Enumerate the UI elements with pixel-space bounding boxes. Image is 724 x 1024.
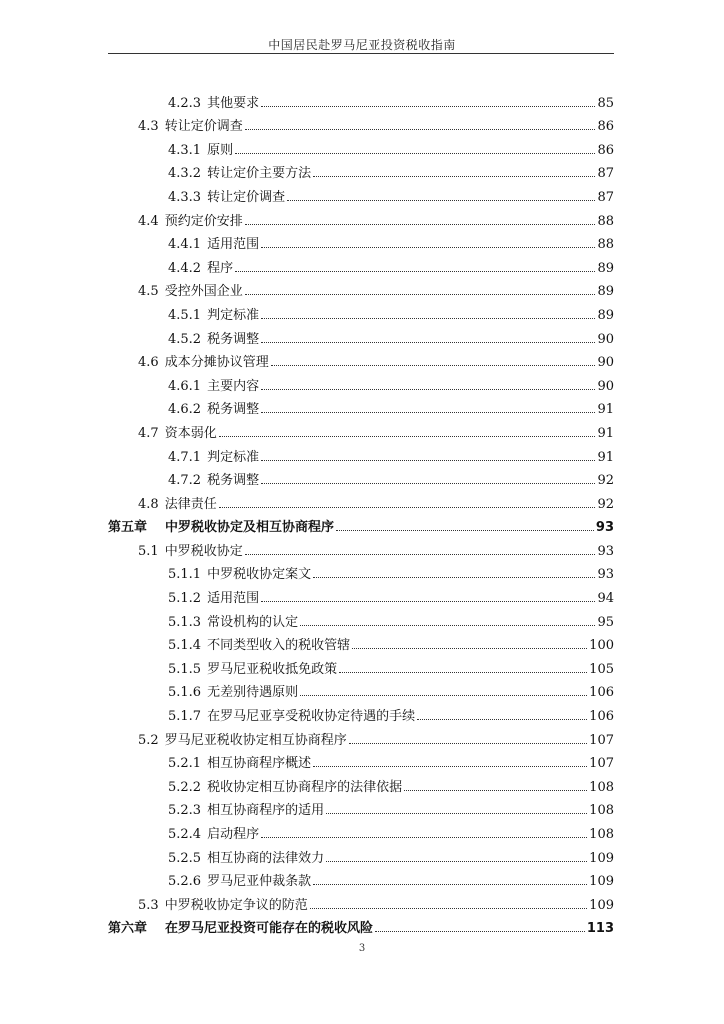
toc-entry-number: 5.1 (138, 543, 159, 559)
toc-entry-number: 4.7.1 (168, 449, 202, 465)
toc-entry-page: 93 (597, 567, 614, 583)
toc-entry-number: 5.1.2 (168, 591, 202, 607)
toc-entry-page: 91 (597, 449, 614, 465)
toc-entry[interactable] (108, 416, 614, 440)
toc-dot-leader (310, 908, 587, 909)
toc-entry-number: 5.2 (138, 732, 159, 748)
toc-entry[interactable] (108, 794, 614, 818)
toc-entry-page: 88 (597, 213, 614, 229)
toc-entry-title: 在罗马尼亚享受税收协定待遇的手续 (207, 709, 416, 725)
toc-entry-title: 预约定价安排 (164, 213, 243, 229)
toc-entry-number: 4.6.1 (168, 378, 202, 394)
toc-dot-leader (261, 412, 595, 413)
toc-entry-page: 89 (597, 307, 614, 323)
toc-entry-number: 4.5.2 (168, 331, 202, 347)
toc-entry-number: 5.2.5 (168, 850, 202, 866)
toc-dot-leader (375, 931, 585, 932)
toc-entry-title: 相互协商程序概述 (207, 756, 312, 772)
toc-dot-leader (336, 530, 594, 531)
toc-entry-page: 100 (589, 638, 614, 654)
toc-dot-leader (245, 554, 596, 555)
toc-dot-leader (326, 861, 587, 862)
toc-entry-page: 109 (589, 897, 614, 913)
toc-entry[interactable] (108, 275, 614, 299)
toc-entry-number: 4.7 (138, 425, 159, 441)
toc-entry-page: 86 (597, 119, 614, 135)
toc-entry[interactable] (108, 841, 614, 865)
toc-entry[interactable] (108, 699, 614, 723)
toc-dot-leader (339, 672, 587, 673)
toc-entry-title: 中罗税收协定案文 (207, 567, 312, 583)
toc-entry[interactable] (108, 652, 614, 676)
toc-entry-title: 相互协商的法律效力 (207, 850, 325, 866)
toc-entry-number: 4.4.2 (168, 260, 202, 276)
toc-dot-leader (261, 318, 595, 319)
toc-entry-number: 5.2.4 (168, 827, 202, 842)
toc-entry-page: 95 (597, 614, 614, 630)
toc-entry-number: 5.2.2 (168, 779, 202, 795)
toc-entry-title: 转让定价调查 (207, 189, 286, 205)
toc-entry[interactable] (108, 487, 614, 511)
toc-entry-page: 105 (589, 661, 614, 677)
toc-entry[interactable] (108, 888, 614, 912)
toc-entry-number: 5.1.7 (168, 709, 202, 725)
toc-entry-number: 第六章 (108, 921, 148, 937)
toc-entry-title: 适用范围 (207, 237, 260, 253)
toc-entry-title: 原则 (207, 142, 234, 158)
toc-entry[interactable] (108, 251, 614, 275)
toc-dot-leader (417, 719, 587, 720)
toc-dot-leader (245, 294, 596, 295)
header-divider (108, 53, 614, 54)
toc-entry-page: 106 (589, 709, 614, 725)
toc-entry-title: 资本弱化 (164, 425, 217, 441)
toc-entry-page: 88 (597, 237, 614, 253)
toc-dot-leader (261, 247, 595, 248)
toc-entry[interactable] (108, 464, 614, 488)
toc-entry[interactable] (108, 723, 614, 747)
toc-entry-number: 4.3.1 (168, 142, 202, 158)
toc-entry-page: 90 (597, 355, 614, 371)
table-of-contents (108, 86, 614, 935)
toc-entry-page: 93 (597, 543, 614, 559)
toc-entry[interactable] (108, 581, 614, 605)
toc-entry[interactable] (108, 180, 614, 204)
toc-dot-leader (245, 129, 596, 130)
toc-entry-page: 113 (586, 921, 614, 937)
toc-dot-leader (287, 200, 595, 201)
toc-entry-page: 93 (595, 520, 614, 536)
toc-entry-number: 4.7.2 (168, 473, 202, 489)
toc-entry[interactable] (108, 440, 614, 464)
toc-entry[interactable] (108, 86, 614, 110)
toc-chapter-entry[interactable] (108, 912, 614, 936)
toc-entry-title: 主要内容 (207, 378, 260, 394)
toc-dot-leader (313, 176, 595, 177)
toc-dot-leader (235, 153, 595, 154)
toc-dot-leader (300, 695, 587, 696)
toc-entry-title: 相互协商程序的适用 (207, 803, 325, 819)
toc-dot-leader (313, 884, 587, 885)
toc-entry-number: 4.3.2 (168, 166, 202, 182)
toc-entry-number: 4.3 (138, 119, 159, 135)
toc-entry[interactable] (108, 369, 614, 393)
toc-entry-title: 罗马尼亚税收抵免政策 (207, 661, 338, 677)
toc-entry-page: 89 (597, 284, 614, 300)
toc-entry-title: 中罗税收协定争议的防范 (164, 897, 308, 913)
toc-entry-title: 其他要求 (207, 95, 260, 111)
toc-entry-number: 4.5.1 (168, 307, 202, 323)
toc-entry-title: 判定标准 (207, 449, 260, 465)
toc-dot-leader (261, 601, 595, 602)
toc-entry[interactable] (108, 747, 614, 771)
toc-entry-page: 89 (597, 260, 614, 276)
toc-entry-page: 90 (597, 331, 614, 347)
toc-entry-title: 中罗税收协定及相互协商程序 (165, 520, 335, 536)
toc-dot-leader (300, 625, 595, 626)
toc-entry-title: 罗马尼亚仲裁条款 (207, 874, 312, 890)
toc-dot-leader (261, 460, 595, 461)
toc-dot-leader (235, 271, 595, 272)
toc-entry-number: 5.1.6 (168, 685, 202, 701)
toc-entry-title: 在罗马尼亚投资可能存在的税收风险 (165, 921, 374, 937)
toc-dot-leader (326, 813, 587, 814)
toc-entry-page: 91 (597, 402, 614, 418)
toc-entry[interactable] (108, 133, 614, 157)
toc-entry[interactable] (108, 605, 614, 629)
toc-entry-page: 87 (597, 189, 614, 205)
toc-entry-page: 107 (589, 732, 614, 748)
toc-entry-title: 常设机构的认定 (207, 614, 299, 630)
page-number: 3 (358, 943, 366, 954)
toc-entry-number: 4.5 (138, 284, 159, 300)
toc-entry-page: 94 (597, 591, 614, 607)
toc-entry-title: 成本分摊协议管理 (164, 355, 269, 371)
toc-entry-title: 受控外国企业 (164, 284, 243, 300)
toc-dot-leader (261, 389, 595, 390)
toc-entry-number: 4.3.3 (168, 189, 202, 205)
toc-entry-number: 5.2.3 (168, 803, 202, 819)
toc-entry-number: 5.1.3 (168, 614, 202, 630)
toc-entry-title: 税务调整 (207, 402, 260, 418)
toc-entry[interactable] (108, 298, 614, 322)
toc-dot-leader (352, 648, 587, 649)
toc-chapter-entry[interactable] (108, 511, 614, 535)
toc-entry-number: 4.8 (138, 496, 159, 512)
toc-entry[interactable] (108, 534, 614, 558)
toc-entry[interactable] (108, 393, 614, 417)
toc-dot-leader (261, 342, 595, 343)
toc-entry[interactable] (108, 204, 614, 228)
toc-entry-page: 109 (589, 874, 614, 890)
toc-entry-number: 4.2.3 (168, 95, 202, 111)
toc-entry-title: 无差别待遇原则 (207, 685, 299, 701)
toc-entry-page: 87 (597, 166, 614, 182)
toc-entry[interactable] (108, 157, 614, 181)
toc-entry[interactable] (108, 228, 614, 252)
toc-dot-leader (261, 837, 587, 838)
toc-entry-page: 108 (589, 803, 614, 819)
toc-entry-title: 不同类型收入的税收管辖 (207, 638, 351, 654)
toc-entry-number: 5.1.5 (168, 661, 202, 677)
toc-dot-leader (219, 507, 596, 508)
toc-entry-page: 91 (597, 425, 614, 441)
toc-dot-leader (313, 766, 587, 767)
toc-entry-number: 4.6.2 (168, 402, 202, 418)
toc-dot-leader (219, 436, 596, 437)
toc-entry-title: 中罗税收协定 (164, 543, 243, 559)
toc-entry-page: 108 (589, 779, 614, 795)
toc-dot-leader (261, 106, 595, 107)
toc-entry-number: 5.1.1 (168, 567, 202, 583)
toc-entry[interactable] (108, 346, 614, 370)
toc-entry[interactable] (108, 770, 614, 794)
toc-entry-page: 92 (597, 496, 614, 512)
toc-entry-title: 判定标准 (207, 307, 260, 323)
toc-entry[interactable] (108, 676, 614, 700)
toc-entry-title: 税务调整 (207, 331, 260, 347)
toc-entry[interactable] (108, 322, 614, 346)
toc-entry-page: 106 (589, 685, 614, 701)
toc-entry-number: 5.3 (138, 897, 159, 913)
toc-entry-title: 税务调整 (207, 473, 260, 489)
toc-entry-number: 4.4 (138, 213, 159, 229)
toc-entry-number: 5.1.4 (168, 638, 202, 654)
toc-dot-leader (261, 483, 595, 484)
toc-entry[interactable] (108, 558, 614, 582)
toc-entry-page: 108 (589, 827, 614, 842)
toc-dot-leader (245, 224, 596, 225)
toc-entry-page: 90 (597, 378, 614, 394)
page-header-title: 中国居民赴罗马尼亚投资税收指南 (268, 38, 456, 52)
toc-entry-page: 109 (589, 850, 614, 866)
toc-entry-title: 适用范围 (207, 591, 260, 607)
toc-entry-number: 第五章 (108, 520, 148, 536)
toc-dot-leader (271, 365, 596, 366)
toc-entry-number: 5.2.6 (168, 874, 202, 890)
toc-entry-title: 法律责任 (164, 496, 217, 512)
toc-entry-number: 5.2.1 (168, 756, 202, 772)
toc-entry-page: 85 (597, 95, 614, 111)
toc-entry-number: 4.6 (138, 355, 159, 371)
toc-entry-title: 转让定价主要方法 (207, 166, 312, 182)
toc-dot-leader (313, 577, 595, 578)
toc-entry[interactable] (108, 629, 614, 653)
toc-entry-title: 税收协定相互协商程序的法律依据 (207, 779, 403, 795)
toc-entry-title: 转让定价调查 (164, 119, 243, 135)
toc-dot-leader (349, 743, 587, 744)
toc-entry[interactable] (108, 110, 614, 134)
toc-entry-page: 107 (589, 756, 614, 772)
toc-entry-title: 程序 (207, 260, 234, 276)
toc-entry-number: 4.4.1 (168, 237, 202, 253)
toc-entry[interactable] (108, 865, 614, 889)
toc-entry-title: 罗马尼亚税收协定相互协商程序 (164, 732, 347, 748)
toc-entry-title: 启动程序 (207, 827, 260, 842)
toc-entry-page: 86 (597, 142, 614, 158)
toc-dot-leader (404, 790, 587, 791)
toc-entry-page: 92 (597, 473, 614, 489)
toc-entry[interactable] (108, 817, 614, 841)
